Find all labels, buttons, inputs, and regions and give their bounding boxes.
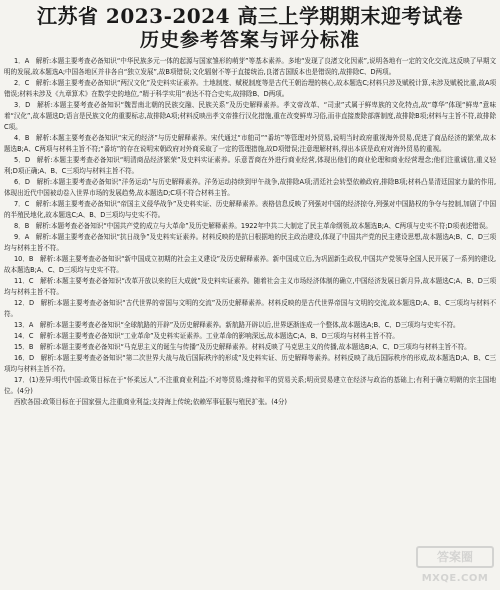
answer-paragraph-12: 12．D 解析:本题主要考查必备知识“古代世界的帝国与文明的交流”及历史解释素养。材料反映的是古代世界帝国与文明的交流,故本题选D;A、B、C三项均与材料不符。 [4,299,496,318]
answer-paragraph-16: 16．D 解析:本题主要考查必备知识“第二次世界大战与战后国际秩序的形成”及史料实证、历史解释等素养。材料反映了战后国际秩序的形成,故本题选D;A、B、C三项均与材料主旨不符。 [4,354,496,373]
page-subtitle: 历史参考答案与评分标准 [139,29,360,51]
answer-paragraph-17-cont: 西欧各国:政策目标在于国家强大,注重商业利益;支持海上传统;依赖军事征服与殖民扩张。(4分) [14,398,287,406]
answer-paragraph-3: 3．D 解析:本题主要考查必备知识“魏晋南北朝的民族交融、民族关系”及历史解释素养。孝文帝改革、“司隶”式属于鲜卑族的文化特点,故“尊华”体现“鲜卑”意味着“汉化”,故本题选D;语言是民族文化的重要标志,故排除A项;材料反映出孝文帝推行汉化措施,重在改变鲜卑习俗,而非直接废除部落制度,故排除B项;材料与主旨不符,故排除C项。 [4,101,496,131]
answer-paragraph-15: 15．B 解析:本题主要考查必备知识“马克思主义的诞生与传播”及历史解释素养。材料反映了马克思主义的传播,故本题选B;A、C、D三项均与材料主旨不符。 [14,343,471,351]
watermark-top-text: 答案圈 [416,546,494,568]
answer-paragraph-17: 17．(1)差异:明代中国:政策目标在于“怀柔远人”,不注重商业利益;不对等贸易;维持和平的贸易关系;明贡贸易建立在经济与政治的基础上;有利于确立明朝的宗主国地位。(4分) [4,376,496,395]
answer-paragraph-9: 9．A 解析:本题主要考查必备知识“抗日战争”及史料实证素养。材料反映的是抗日根据地的民主政治建设,体现了中国共产党的民主建设思想,故本题选A;B、C、D三项均与材料主旨不符。 [4,233,496,252]
answer-body [4,56,496,408]
answer-paragraph-6: 6．D 解析:本题主要考查必备知识“洋务运动”与历史解释素养。洋务运动持续到甲午战争,故排除A项;清廷社会转型依赖政府,排除B项;材料凸显清廷国家力量的作用,体现出近代中国被动卷入世界市场的发展趋势,故本题选D;C项不符合材料主旨。 [4,178,496,197]
watermark-bottom-text: MXQE.COM [421,573,489,584]
answer-paragraph-2: 2．C 解析:本题主要考查必备知识“两汉文化”及史料实证素养。土地制度、赋税制度等是古代王朝治理的核心,故本题选C;材料只涉及赋税计算,未涉及赋税比重,故A项错误;材料未涉及《九章算术》在数学史的地位,“精于科学实用”表达不符合史实,故排除B、D两项。 [4,79,496,98]
answer-paragraph-1: 1．A 解析:本题主要考查必备知识“中华民族多元一体的起源与国家雏形的萌芽”等基本素养。多地“发现了良渚文化因素”,说明各地有一定的文化交流,这反映了早期文明的发展,故本题选A;中国各地区并非各自“独立发展”,故B项错误;文化辐射不等于直接统治,良渚古国版本也是错误的,故排除C、D两项。 [4,57,496,76]
answer-paragraph-5: 5．D 解析:本题主要考查必备知识“明清商品经济繁荣”及史料实证素养。乐意晋商在外进行商业经营,体现出他们的商业伦理和商业经营理念;他们注重诚信,重义轻利;D项正确;A、B、C三项均与材料主旨不符。 [4,156,496,175]
answer-paragraph-14: 14．C 解析:本题主要考查必备知识“工业革命”及史料实证素养。工业革命的影响深远,故本题选C;A、B、D三项均与材料主旨不符。 [14,332,399,340]
answer-paragraph-13: 13．A 解析:本题主要考查必备知识“全球航路的开辟”及历史解释素养。新航路开辟以后,世界逐渐连成一个整体,故本题选A;B、C、D三项均与史实不符。 [14,321,460,329]
watermark-logo [416,546,494,586]
answer-paragraph-11: 11．C 解析:本题主要考查必备知识“改革开放以来的巨大成就”及史料实证素养。随着社会主义市场经济体制的确立,中国经济发展日新月异,故本题选C;A、B、D三项均与材料主旨不符。 [4,277,496,296]
answer-paragraph-8: 8．B 解析:本题考查必备知识“中国共产党的成立与大革命”及历史解释素养。1922年中共二大制定了民主革命纲领,故本题选B;A、C两项与史实不符;D项表述错误。 [14,222,492,230]
page-title: 江苏省 2023-2024 高三上学期期末迎考试卷 [36,4,464,28]
answer-paragraph-4: 4．B 解析:本题主要考查必备知识“宋元的经济”与历史解释素养。宋代通过“市舶司”“番坊”等管理对外贸易,说明当时政府重视海外贸易,促进了商品经济的繁荣,故本题选B;A、C两项与材料主旨不符;“番坊”的存在说明宋朝政府对外商采取了一定的管理措施,故D项错误;注意理解材料,得出本质是政府对海外贸易的重视。 [4,134,496,153]
answer-paragraph-10: 10．B 解析:本题主要考查必备知识“新中国成立初期的社会主义建设”及历史解释素养。新中国成立后,为巩固新生政权,中国共产党领导全国人民开展了一系列的建设,故本题选B;A、C、D三项均与史实不符。 [4,255,496,274]
answer-paragraph-7: 7．C 解析:本题主要考查必备知识“帝国主义侵华战争”及史料实证、历史解释素养。表格信息反映了列强对中国的经济掠夺,列强对中国路权的争夺与控制,加剧了中国的半殖民地化,故本题选C;A、B、D三项均与史实不符。 [4,200,496,219]
